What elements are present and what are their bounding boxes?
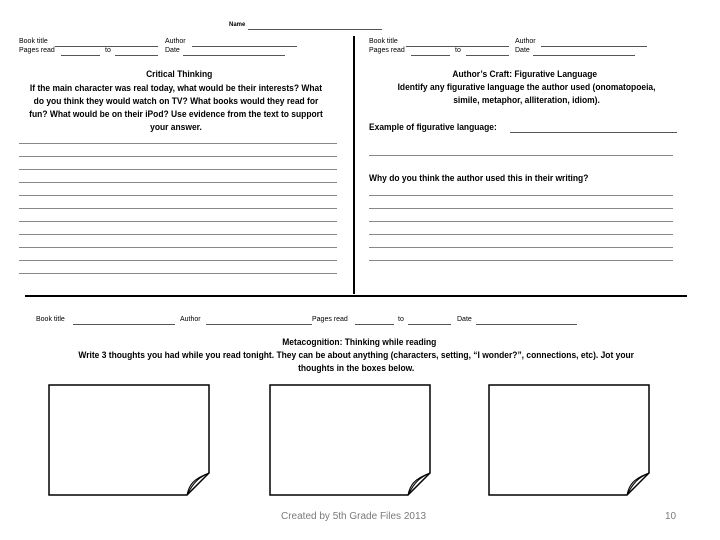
writing-line[interactable] <box>369 155 673 156</box>
prompt-line: fun? What would be on their iPod? Use evidence from the text to support <box>29 109 323 120</box>
pages-to-field[interactable] <box>115 55 158 56</box>
date-label: Date <box>165 47 180 54</box>
date-field[interactable] <box>183 55 285 56</box>
prompt-line: If the main character was real today, what would be their interests? What <box>29 83 323 94</box>
prompt-line: thoughts in the boxes below. <box>298 363 415 374</box>
author-label: Author <box>515 38 536 45</box>
pages-from-field[interactable] <box>355 324 394 325</box>
writing-line[interactable] <box>19 247 337 248</box>
writing-line[interactable] <box>369 195 673 196</box>
date-field[interactable] <box>476 324 577 325</box>
prompt-line: Write 3 thoughts you had while you read tonight. They can be about anything (characters, setting, “I wonder?”, connections, etc). Jot your <box>78 350 634 361</box>
author-field[interactable] <box>541 46 647 47</box>
to-label: to <box>105 47 111 54</box>
prompt <box>369 81 684 107</box>
writing-line[interactable] <box>369 208 673 209</box>
writing-line[interactable] <box>369 234 673 235</box>
prompt <box>38 349 674 375</box>
example-field[interactable] <box>510 132 677 133</box>
writing-line[interactable] <box>19 273 337 274</box>
writing-line[interactable] <box>19 195 337 196</box>
prompt-line: simile, metaphor, alliteration, idiom). <box>453 95 600 106</box>
writing-line[interactable] <box>19 260 337 261</box>
horizontal-divider <box>25 295 687 297</box>
thought-box-3[interactable] <box>488 384 652 496</box>
why-question: Why do you think the author used this in their writing? <box>369 173 589 184</box>
name-label: Name <box>229 22 246 28</box>
pages-read-label: Pages read <box>19 47 55 54</box>
writing-line[interactable] <box>19 234 337 235</box>
book-title-label: Book title <box>369 38 398 45</box>
writing-line[interactable] <box>19 182 337 183</box>
page-number: 10 <box>665 511 677 522</box>
pages-read-label: Pages read <box>369 47 405 54</box>
section-heading: Metacognition: Thinking while reading <box>282 337 437 348</box>
pages-from-field[interactable] <box>61 55 100 56</box>
prompt-line: Identify any figurative language the author used (onomatopoeia, <box>397 82 656 93</box>
pages-from-field[interactable] <box>411 55 450 56</box>
pages-read-label: Pages read <box>312 316 348 323</box>
prompt <box>14 82 338 134</box>
author-field[interactable] <box>192 46 297 47</box>
writing-line[interactable] <box>19 143 337 144</box>
author-label: Author <box>180 316 201 323</box>
footer-credit: Created by 5th Grade Files 2013 <box>281 511 427 522</box>
writing-line[interactable] <box>19 156 337 157</box>
book-title-label: Book title <box>19 38 48 45</box>
pages-to-field[interactable] <box>466 55 509 56</box>
section-heading: Critical Thinking <box>146 69 213 80</box>
section-heading: Author’s Craft: Figurative Language <box>452 69 598 80</box>
date-label: Date <box>515 47 530 54</box>
date-label: Date <box>457 316 472 323</box>
book-title-label: Book title <box>36 316 65 323</box>
book-title-field[interactable] <box>73 324 175 325</box>
thought-box-2[interactable] <box>269 384 433 496</box>
author-field[interactable] <box>206 324 312 325</box>
writing-line[interactable] <box>19 221 337 222</box>
writing-line[interactable] <box>369 247 673 248</box>
vertical-divider <box>353 36 355 294</box>
prompt-line: do you think they would watch on TV? What books would they read for <box>33 96 319 107</box>
prompt-line: your answer. <box>150 122 202 133</box>
author-label: Author <box>165 38 186 45</box>
date-field[interactable] <box>533 55 635 56</box>
name-field[interactable] <box>248 29 382 30</box>
writing-line[interactable] <box>369 260 673 261</box>
to-label: to <box>455 47 461 54</box>
writing-line[interactable] <box>369 221 673 222</box>
pages-to-field[interactable] <box>408 324 451 325</box>
example-label: Example of figurative language: <box>369 122 497 133</box>
writing-line[interactable] <box>19 169 337 170</box>
to-label: to <box>398 316 404 323</box>
thought-box-1[interactable] <box>48 384 212 496</box>
writing-line[interactable] <box>19 208 337 209</box>
